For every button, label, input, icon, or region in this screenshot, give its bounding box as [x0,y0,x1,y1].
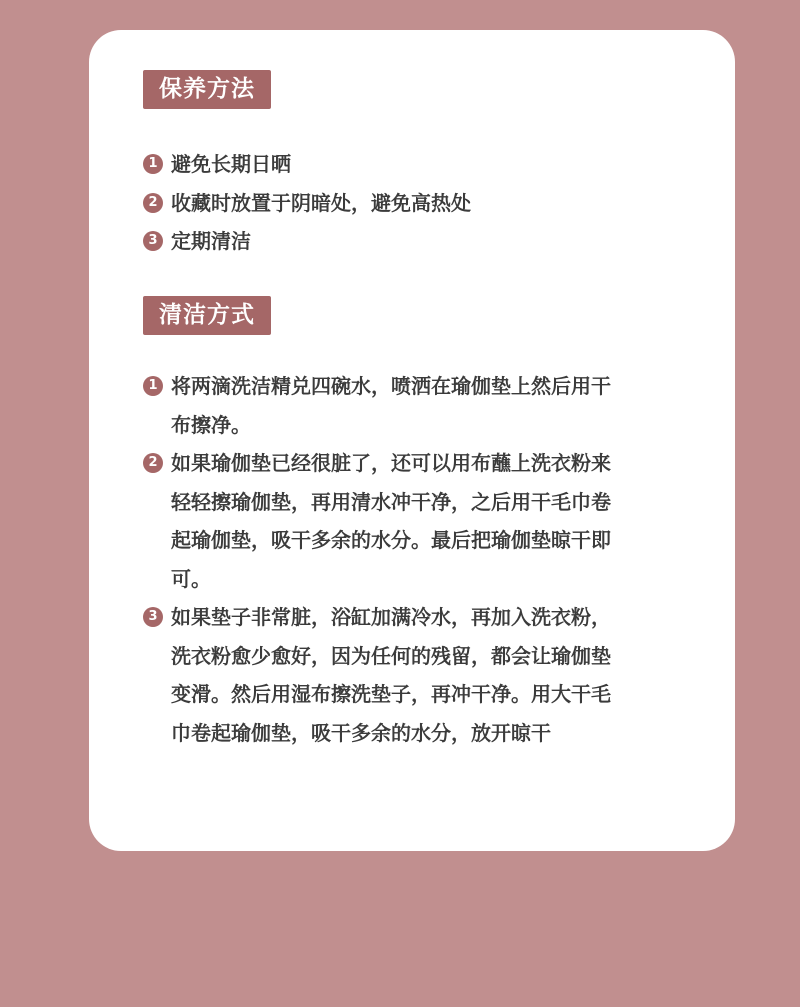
content-card [89,30,735,851]
care-item-text: 收藏时放置于阴暗处，避免高热处 [171,190,471,215]
number-badge-icon: 2 [143,193,163,213]
care-list [143,145,703,261]
care-item [143,145,703,184]
cleaning-item [143,367,703,444]
cleaning-item-text: 如果垫子非常脏，浴缸加满冷水，再加入洗衣粉，洗衣粉愈少愈好，因为任何的残留，都会让瑜伽垫变滑。然后用湿布擦洗垫子，再冲干净。用大干毛巾卷起瑜伽垫，吸干多余的水分，放开晾干 [171,605,611,745]
cleaning-item-text: 将两滴洗洁精兑四碗水，喷洒在瑜伽垫上然后用干布擦净。 [171,374,611,437]
cleaning-section-title: 清洁方式 [143,296,271,335]
care-section-title: 保养方法 [143,70,271,109]
cleaning-list [143,367,703,752]
cleaning-item-text: 如果瑜伽垫已经很脏了，还可以用布蘸上洗衣粉来轻轻擦瑜伽垫，再用清水冲干净，之后用干毛巾卷起瑜伽垫，吸干多余的水分。最后把瑜伽垫晾干即可。 [171,451,611,591]
cleaning-item [143,598,703,752]
number-badge-icon: 3 [143,231,163,251]
number-badge-icon: 1 [143,154,163,174]
care-item-text: 避免长期日晒 [171,152,291,176]
cleaning-section [143,296,703,752]
care-item [143,222,703,261]
number-badge-icon: 2 [143,453,163,473]
number-badge-icon: 3 [143,607,163,627]
care-item-text: 定期清洁 [171,229,251,253]
care-item [143,184,703,223]
cleaning-item [143,444,703,598]
care-section [143,70,703,261]
number-badge-icon: 1 [143,376,163,396]
